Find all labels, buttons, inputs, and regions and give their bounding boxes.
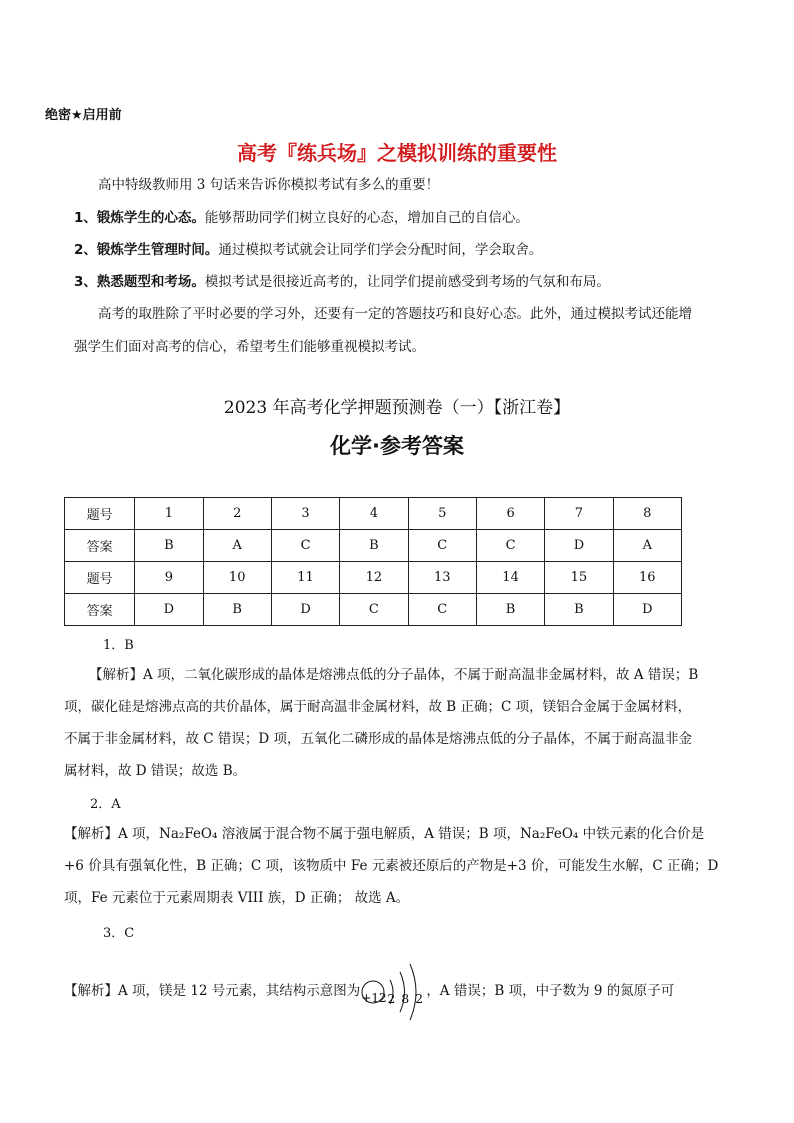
point-2-text: 通过模拟考试就会让同学们学会分配时间，学会取舍。 [218, 242, 543, 258]
q1-explanation-line-2: 项，碳化硅是熔沸点高的共价晶体，属于耐高温非金属材料，故 B 正确；C 项，镁铝合金属于金属材料， [64, 699, 692, 715]
table-cell: C [340, 594, 408, 626]
table-cell: B [340, 530, 408, 562]
table-cell: 12 [340, 562, 408, 594]
answer-label: 答案 [65, 530, 135, 562]
promo-point-2 [74, 239, 542, 261]
question-number-label: 题号 [65, 498, 135, 530]
mg-atom-structure-diagram [360, 977, 426, 1007]
q2-heading: 2．A [90, 797, 121, 812]
q2-explanation-line-3: 项，Fe 元素位于元素周期表 VIII 族，D 正确； 故选 A。 [64, 890, 410, 906]
promo-point-3 [74, 271, 610, 293]
table-cell: 10 [203, 562, 271, 594]
confidential-label: 绝密★启用前 [45, 108, 122, 123]
promo-intro: 高中特级教师用 3 句话来告诉你模拟考试有多么的重要！ [98, 177, 440, 193]
q1-explanation-line-1: 【解析】A 项，二氧化碳形成的晶体是熔沸点低的分子晶体，不属于耐高温非金属材料，故 A 错误；B [89, 667, 699, 683]
table-cell: 8 [613, 498, 681, 530]
point-3-num: 3、 [74, 274, 97, 290]
table-row [65, 562, 682, 594]
table-row [65, 498, 682, 530]
table-cell: 6 [476, 498, 544, 530]
table-row [65, 594, 682, 626]
table-cell: 2 [203, 498, 271, 530]
atom-shell-electrons: 2 8 2 [387, 990, 425, 1006]
exam-title: 2023 年高考化学押题预测卷（一）【浙江卷】 [223, 398, 571, 418]
table-cell: 4 [340, 498, 408, 530]
table-cell: C [408, 530, 476, 562]
table-cell: D [545, 530, 613, 562]
table-cell: 14 [476, 562, 544, 594]
promo-closing-line-1: 高考的取胜除了平时必要的学习外，还要有一定的答题技巧和良好心态。此外，通过模拟考试还能增 [98, 306, 692, 322]
table-cell: 5 [408, 498, 476, 530]
q3-text-after: ，A 错误；B 项，中子数为 9 的氮原子可 [426, 983, 675, 999]
table-cell: 13 [408, 562, 476, 594]
table-cell: 9 [135, 562, 203, 594]
point-3-bold: 熟悉题型和考场。 [96, 274, 205, 290]
q3-explanation-line-1 [64, 976, 744, 1007]
question-number-label: 题号 [65, 562, 135, 594]
table-cell: 11 [271, 562, 339, 594]
q3-text-before: 【解析】A 项，镁是 12 号元素，其结构示意图为 [64, 983, 361, 999]
point-1-bold: 锻炼学生的心态。 [96, 210, 205, 226]
table-cell: A [613, 530, 681, 562]
q2-explanation-line-1: 【解析】A 项，Na₂FeO₄ 溶液属于混合物不属于强电解质，A 错误；B 项，Na₂FeO₄ 中铁元素的化合价是 [64, 826, 705, 842]
table-row [65, 530, 682, 562]
answer-table [64, 497, 682, 626]
table-cell: B [203, 594, 271, 626]
table-cell: D [613, 594, 681, 626]
promo-point-1 [74, 207, 529, 229]
promo-closing-line-2: 强学生们面对高考的信心，希望考生们能够重视模拟考试。 [74, 339, 425, 355]
point-1-text: 能够帮助同学们树立良好的心态，增加自己的自信心。 [204, 210, 529, 226]
table-cell: D [135, 594, 203, 626]
q1-heading: 1．B [103, 638, 134, 653]
point-1-num: 1、 [74, 210, 97, 226]
table-cell: C [408, 594, 476, 626]
table-cell: B [135, 530, 203, 562]
table-cell: B [545, 594, 613, 626]
table-cell: 16 [613, 562, 681, 594]
q2-explanation-line-2: +6 价具有强氧化性，B 正确；C 项，该物质中 Fe 元素被还原后的产物是+3 价，可能发生水解，C 正确；D [64, 858, 719, 874]
table-cell: 7 [545, 498, 613, 530]
q1-explanation-line-3: 不属于非金属材料，故 C 错误；D 项，五氧化二磷形成的晶体是熔沸点低的分子晶体，不属于耐高温非金 [64, 731, 693, 747]
answer-label: 答案 [65, 594, 135, 626]
atom-nucleus-charge: +12 [361, 990, 387, 1005]
answer-key-title: 化学·参考答案 [330, 434, 464, 458]
table-cell: B [476, 594, 544, 626]
table-cell: A [203, 530, 271, 562]
point-2-bold: 锻炼学生管理时间。 [96, 242, 219, 258]
table-cell: 3 [271, 498, 339, 530]
q1-explanation-line-4: 属材料，故 D 错误；故选 B。 [64, 763, 247, 779]
table-cell: C [271, 530, 339, 562]
point-2-num: 2、 [74, 242, 97, 258]
table-cell: 1 [135, 498, 203, 530]
table-cell: C [476, 530, 544, 562]
point-3-text: 模拟考试是很接近高考的，让同学们提前感受到考场的气氛和布局。 [204, 274, 610, 290]
table-cell: 15 [545, 562, 613, 594]
q3-heading: 3．C [103, 926, 135, 941]
table-cell: D [271, 594, 339, 626]
promo-title: 高考『练兵场』之模拟训练的重要性 [237, 141, 557, 165]
